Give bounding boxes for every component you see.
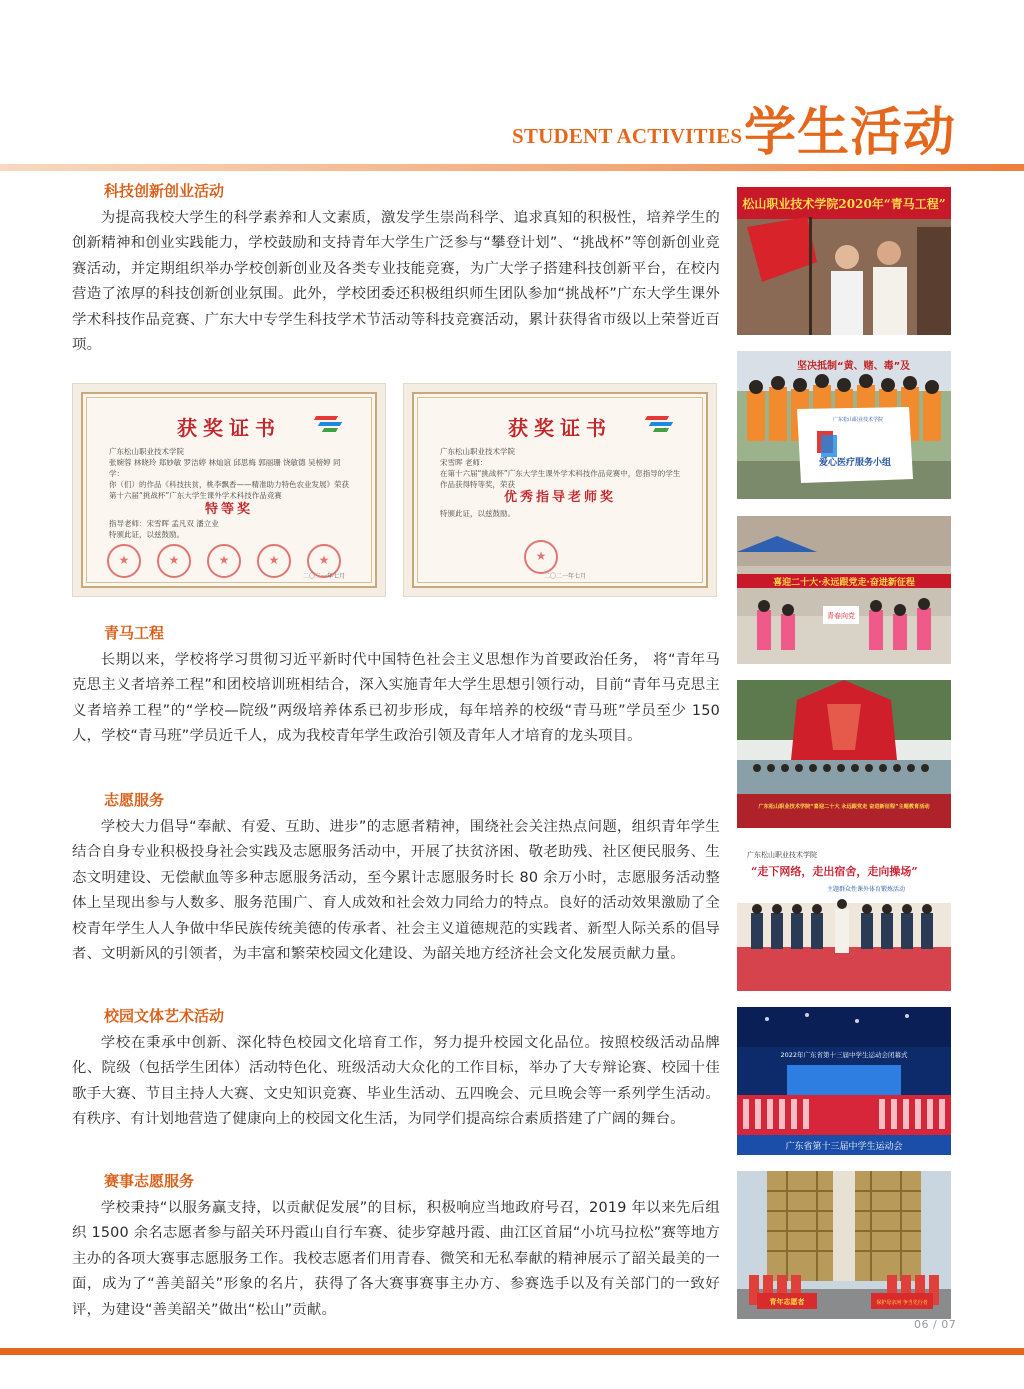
photo-banner: 广东省第十三届中学生运动会 [785,1142,903,1152]
section-body: 学校在秉承中创新、深化特色校园文化培育工作，努力提升校园文化品位。按照校级活动品牌化、院级（包括学生团体）活动特色化、班级活动大众化的工作目标，举办了大专辩论赛、校园十佳歌手大赛、节目主持人大赛、文史知识竞赛、毕业生活动、五四晚会、元旦晚会等一系列学生活动。有秩序、有计划地营造了健康向上的校园文化生活，为同学们提高综合素质搭建了广阔的舞台。 [72,1035,720,1128]
certificate-date: 二〇二一年七月 [302,573,345,580]
photo-community-event [737,516,951,664]
photo-caption: 喜迎二十大·永远跟党走·奋进新征程 [773,578,915,588]
section-body: 为提高我校大学生的科学素养和人文素质，激发学生崇尚科学、追求真知的积极性，培养学生的创新精神和创业实践能力，学校鼓励和支持青年大学生广泛参与“攀登计划”、“挑战杯”等创新创业竞赛活动，并定期组织举办学校创新创业及各类专业技能竞赛，为广大学子搭建科技创新平台，在校内营造了浓厚的科技创新创业氛围。此外，学校团委还积极组织师生团队参加“挑战杯”广东大学生课外学术科技作品竞赛、广东大中专学生科技学术节活动等科技竞赛活动，累计获得省市级以上荣誉近百项。 [72,210,720,354]
section-title: 科技创新创业活动 [104,182,225,200]
photo-caption: 松山职业技术学院2020年“青马工程” [742,197,946,211]
photo-sign: 青年志愿者 [769,1298,805,1306]
section-title: 志愿服务 [104,791,165,809]
photo-banner: 广东松山职业技术学院“喜迎二十大 永远跟党走 奋进新征程”主题教育活动 [758,804,930,810]
official-seal-icon [157,544,191,578]
flag-text: 爱心医疗服务小组 [818,458,892,468]
section-body: 长期以来，学校将学习贯彻习近平新时代中国特色社会主义思想作为首要政治任务， 将“青年马克思主义者培养工程”和团校培训班相结合，深入实施青年大学生思想引领行动，目前“青年马克思主义者培养工程”的“学校—院级”两级培养体系已初步形成，每年培养的校级“青马班”学员至少 150 人，学校“青马班”学员近千人，成为我校青年学生政治引领及青年人才培育的龙头项目。 [72,652,720,745]
certificate-right [403,383,717,597]
official-seal-icon [207,544,241,578]
certificate-date: 二〇二一年七月 [543,573,586,580]
section-youth-marxist [72,622,720,750]
certificate-text [440,446,684,490]
certificate-title: 获奖证书 [508,416,612,440]
photo-volunteer-group [737,1171,951,1319]
section-title: 赛事志愿服务 [104,1172,195,1190]
certificate-closing: 特颁此证，以兹鼓励。 [440,509,515,518]
photo-caption: 2022年广东省第十三届中学生运动会闭幕式 [780,1051,908,1059]
section-event-volunteer [72,1170,720,1323]
photo-medical-volunteers [737,351,951,499]
page-number: 06 / 07 [914,1318,957,1331]
certificate-title: 获奖证书 [177,416,281,440]
section-volunteer [72,789,720,967]
photo-games-closing [737,1007,951,1155]
certificate-body: 在第十六届“挑战杯”广东大学生课外学术科技作品竞赛中，您指导的学生作品获得特等奖，荣获 [440,469,681,489]
section-sci-tech [72,180,720,358]
section-title: 校园文体艺术活动 [104,1007,225,1025]
photo-flag-ceremony [737,187,951,335]
photo-sign: 保护母亲河 争当先行者 [876,1300,928,1306]
header-divider [0,164,1024,171]
challenge-cup-logo-icon [315,416,345,432]
certificate-closing: 特颁此证，以兹鼓励。 [109,530,184,539]
section-title: 青马工程 [104,624,165,642]
certificate-frame [412,392,708,588]
header-title-english: STUDENT ACTIVITIES [512,124,743,148]
certificate-left [72,383,386,597]
official-seal-icon [524,540,558,574]
certificate-footer [440,508,684,519]
photo-caption: 坚决抵制“黄、赌、毒”及 [797,361,911,372]
official-seal-icon [257,544,291,578]
footer-divider [0,1348,1024,1355]
section-body: 学校大力倡导“奉献、有爱、互助、进步”的志愿者精神，围绕社会关注热点问题，组织青年学生结合自身专业积极投身社会实践及志愿服务活动中，开展了扶贫济困、敬老助残、社区便民服务、生态文明建设、无偿献血等多种志愿服务活动，至今累计志愿服务时长 80 余万小时，志愿服务活动整体上呈现出参与人数多、服务范围广、育人成效和社会效力同给力的特点。良好的活动效果激励了全校青年学生人人争做中华民族传统美德的传承者、社会主义道德规范的实践者、新型人际关系的倡导者、文明新风的引领者，为丰富和繁荣校园文化建设、为韶关地方经济社会文化发展贡献力量。 [72,819,720,963]
section-body: 学校秉持“以服务赢支持，以贡献促发展”的目标，积极响应当地政府号召，2019 年以来先后组织 1500 余名志愿者参与韶关环丹霞山自行车赛、徒步穿越丹霞、曲江区首届“小坑马拉松”赛等地方主办的各项大赛事志愿服务工作。我校志愿者们用青春、微笑和无私奉献的精神展示了韶关最美的一面，成为了“善美韶关”形象的名片，获得了各大赛事赛事主办方、参赛选手以及有关部门的一致好评，为建设“善美韶关”做出“松山”贡献。 [72,1200,720,1318]
certificate-school: 广东松山职业技术学院 [440,447,515,456]
photo-sports-ceremony [737,843,951,991]
certificate-names: 张婉蓉 林晓玲 郑妙敏 罗洁婷 林灿谊 邱思梅 郭丽珊 饶敏德 吴榜婷 同学： [109,458,341,478]
certificate-award: 优秀指导老师奖 [503,490,616,505]
photo-slogan: “走下网络，走出宿舍，走向操场” [751,865,918,878]
photo-sign: 青春向党 [827,612,855,620]
certificate-advisor: 指导老师：宋雪晖 孟凡双 潘立业 [109,519,219,528]
flag-top-text: 广东松山职业技术学院 [833,417,884,423]
certificate-school: 广东松山职业技术学院 [109,447,184,456]
certificate-footer [109,518,353,540]
photo-school: 广东松山职业技术学院 [747,851,817,859]
challenge-cup-logo-icon [646,416,676,432]
photo-group-monument [737,680,951,828]
certificate-award: 特等奖 [204,502,253,517]
photo-subtitle: 主题群众性课外体育锻炼活动 [827,886,906,893]
certificate-body: 你（们）的作品《科技扶贫，桃李飘香——精准助力特色农业发展》荣获第十六届“挑战杯”广东大学生课外学术科技作品竞赛 [109,480,349,500]
certificate-names: 宋雪晖 老师： [440,458,488,467]
section-campus-arts [72,1005,720,1133]
certificate-frame [81,392,377,588]
header-title-chinese: 学生活动 [744,103,957,163]
official-seal-icon [107,544,141,578]
certificate-text [109,446,353,501]
